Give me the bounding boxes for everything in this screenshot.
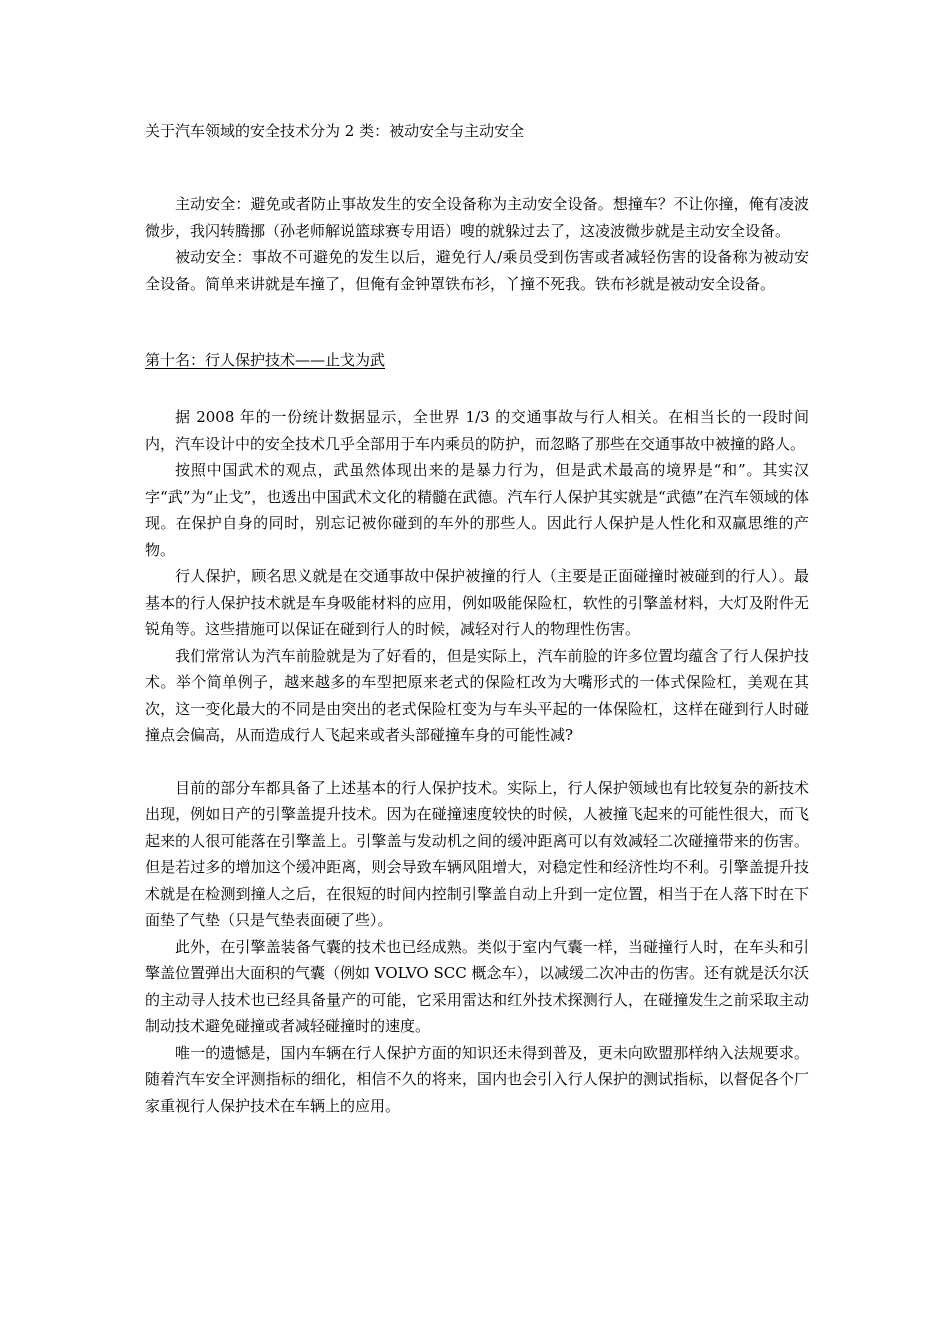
intro-title: 关于汽车领域的安全技术分为 2 类：被动安全与主动安全 (145, 122, 525, 140)
paragraph: 据 2008 年的一份统计数据显示，全世界 1/3 的交通事故与行人相关。在相当长的一段时间内，汽车设计中的安全技术几乎全部用于车内乘员的防护，而忽略了那些在交通事故中被撞的路人。 (145, 408, 809, 453)
paragraph: 目前的部分车都具备了上述基本的行人保护技术。实际上，行人保护领域也有比较复杂的新技术出现，例如日产的引擎盖提升技术。因为在碰撞速度较快的时候，人被撞飞起来的可能性很大，而飞起来的人很可能落在引擎盖上。引擎盖与发动机之间的缓冲距离可以有效减轻二次碰撞带来的伤害。但是若过多的增加这个缓冲距离，则会导致车辆风阻增大，对稳定性和经济性均不利。引擎盖提升技术就是在检测到撞人之后，在很短的时间内控制引擎盖自动上升到一定位置，相当于在人落下时在下面垫了气垫（只是气垫表面硬了些）。 (145, 778, 809, 929)
paragraph: 按照中国武术的观点，武虽然体现出来的是暴力行为，但是武术最高的境界是“和”。其实汉字“武”为“止戈”，也透出中国武术文化的精髓在武德。汽车行人保护其实就是“武德”在汽车领域的体现。在保护自身的同时，别忘记被你碰到的车外的那些人。因此行人保护是人性化和双赢思维的产物。 (145, 461, 809, 559)
section-heading: 第十名：行人保护技术——止戈为武 (145, 351, 386, 369)
paragraph: 行人保护，顾名思义就是在交通事故中保护被撞的行人（主要是正面碰撞时被碰到的行人）。最基本的行人保护技术就是车身吸能材料的应用，例如吸能保险杠，软性的引擎盖材料，大灯及附件无锐角等。这些措施可以保证在碰到行人的时候，减轻对行人的物理性伤害。 (145, 567, 809, 638)
spacer (145, 144, 809, 191)
spacer (145, 373, 809, 404)
paragraph: 唯一的遗憾是，国内车辆在行人保护方面的知识还未得到普及，更未向欧盟那样纳入法规要求。随着汽车安全评测指标的细化，相信不久的将来，国内也会引入行人保护的测试指标，以督促各个厂家重视行人保护技术在车辆上的应用。 (145, 1043, 809, 1115)
paragraph: 我们常常认为汽车前脸就是为了好看的，但是实际上，汽车前脸的许多位置均蕴含了行人保护技术。举个简单例子，越来越多的车型把原来老式的保险杠改为大嘴形式的一体式保险杠，美观在其次，这一变化最大的不同是由突出的老式保险杠变为与车头平起的一体保险杠，这样在碰到行人时碰撞点会偏高，从而造成行人飞起来或者头部碰撞车身的可能性减? (145, 646, 809, 744)
paragraph: 此外，在引擎盖装备气囊的技术也已经成熟。类似于室内气囊一样，当碰撞行人时，在车头和引擎盖位置弹出大面积的气囊（例如 VOLVO SCC 概念车），以减缓二次冲击的伤害。还有就是沃尔沃的主动寻人技术也已经具备量产的可能，它采用雷达和红外技术探测行人，在碰撞发生之前采取主动制动技术避免碰撞或者减轻碰撞时的速度。 (145, 937, 809, 1035)
paragraph-active-safety: 主动安全：避免或者防止事故发生的安全设备称为主动安全设备。想撞车？不让你撞，俺有凌波微步，我闪转腾挪（孙老师解说篮球赛专用语）嗖的就躲过去了，这凌波微步就是主动安全设备。 (145, 195, 809, 240)
spacer (145, 297, 809, 347)
spacer (145, 749, 809, 775)
document-page (145, 118, 809, 1119)
paragraph-passive-safety: 被动安全：事故不可避免的发生以后，避免行人/乘员受到伤害或者减轻伤害的设备称为被动安全设备。简单来讲就是车撞了，但俺有金钟罩铁布衫，丫撞不死我。铁布衫就是被动安全设备。 (145, 248, 809, 293)
